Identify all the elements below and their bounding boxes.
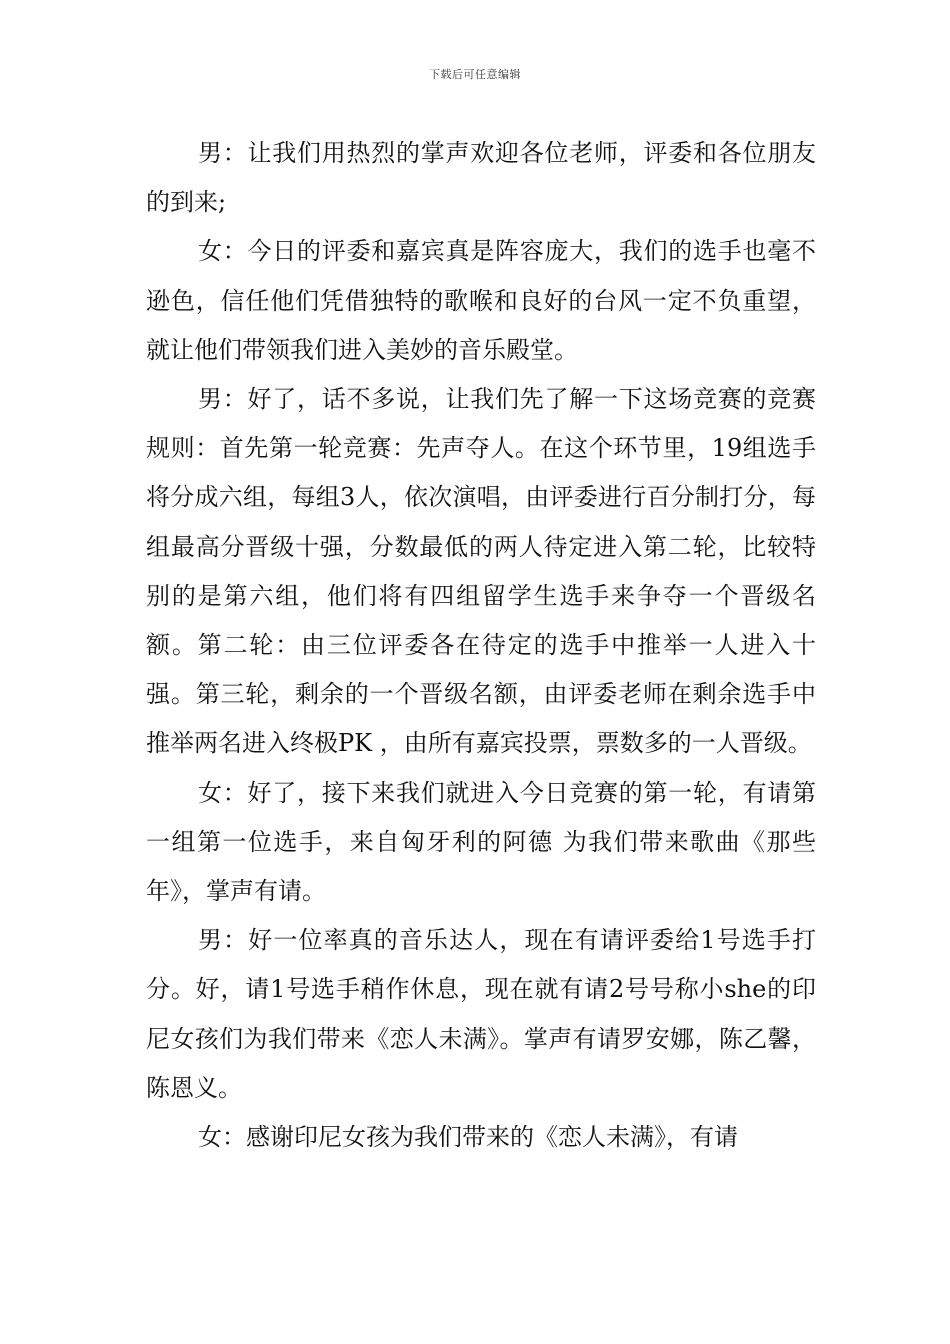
paragraph-male-rules: 男：好了，话不多说，让我们先了解一下这场竞赛的竞赛规则：首先第一轮竞赛：先声夺人。在这个环节里，19组选手将分成六组，每组3人，依次演唱，由评委进行百分制打分，每组最高分晋级十强，分数最低的两人待定进入第二轮，比较特别的是第六组，他们将有四组留学生选手来争夺一个晋级名额。第二轮：由三位评委各在待定的选手中推举一人进入十强。第三轮，剩余的一个晋级名额，由评委老师在剩余选手中推举两名进入终极PK ，由所有嘉宾投票，票数多的一人晋级。: [146, 385, 816, 758]
paragraph-female-thanks: 女：感谢印尼女孩为我们带来的《恋人未满》，有请: [198, 1123, 738, 1152]
document-body: [146, 129, 816, 1162]
paragraph-male-welcome: 男：让我们用热烈的掌声欢迎各位老师，评委和各位朋友的到来;: [146, 139, 816, 217]
paragraph-female-first-round: 女：好了，接下来我们就进入今日竞赛的第一轮，有请第一组第一位选手，来自匈牙利的阿德 为我们带来歌曲《那些年》，掌声有请。: [146, 778, 816, 906]
paragraph-female-judges: 女：今日的评委和嘉宾真是阵容庞大，我们的选手也毫不逊色，信任他们凭借独特的歌喉和良好的台风一定不负重望，就让他们带领我们进入美妙的音乐殿堂。: [146, 237, 816, 364]
paragraph-male-scoring: 男：好一位率真的音乐达人，现在有请评委给1号选手打分。好，请1号选手稍作休息，现在就有请2号号称小she的印尼女孩们为我们带来《恋人未满》。掌声有请罗安娜，陈乙馨，陈恩义。: [146, 926, 816, 1102]
page-header: 下载后可任意编辑: [429, 68, 521, 81]
